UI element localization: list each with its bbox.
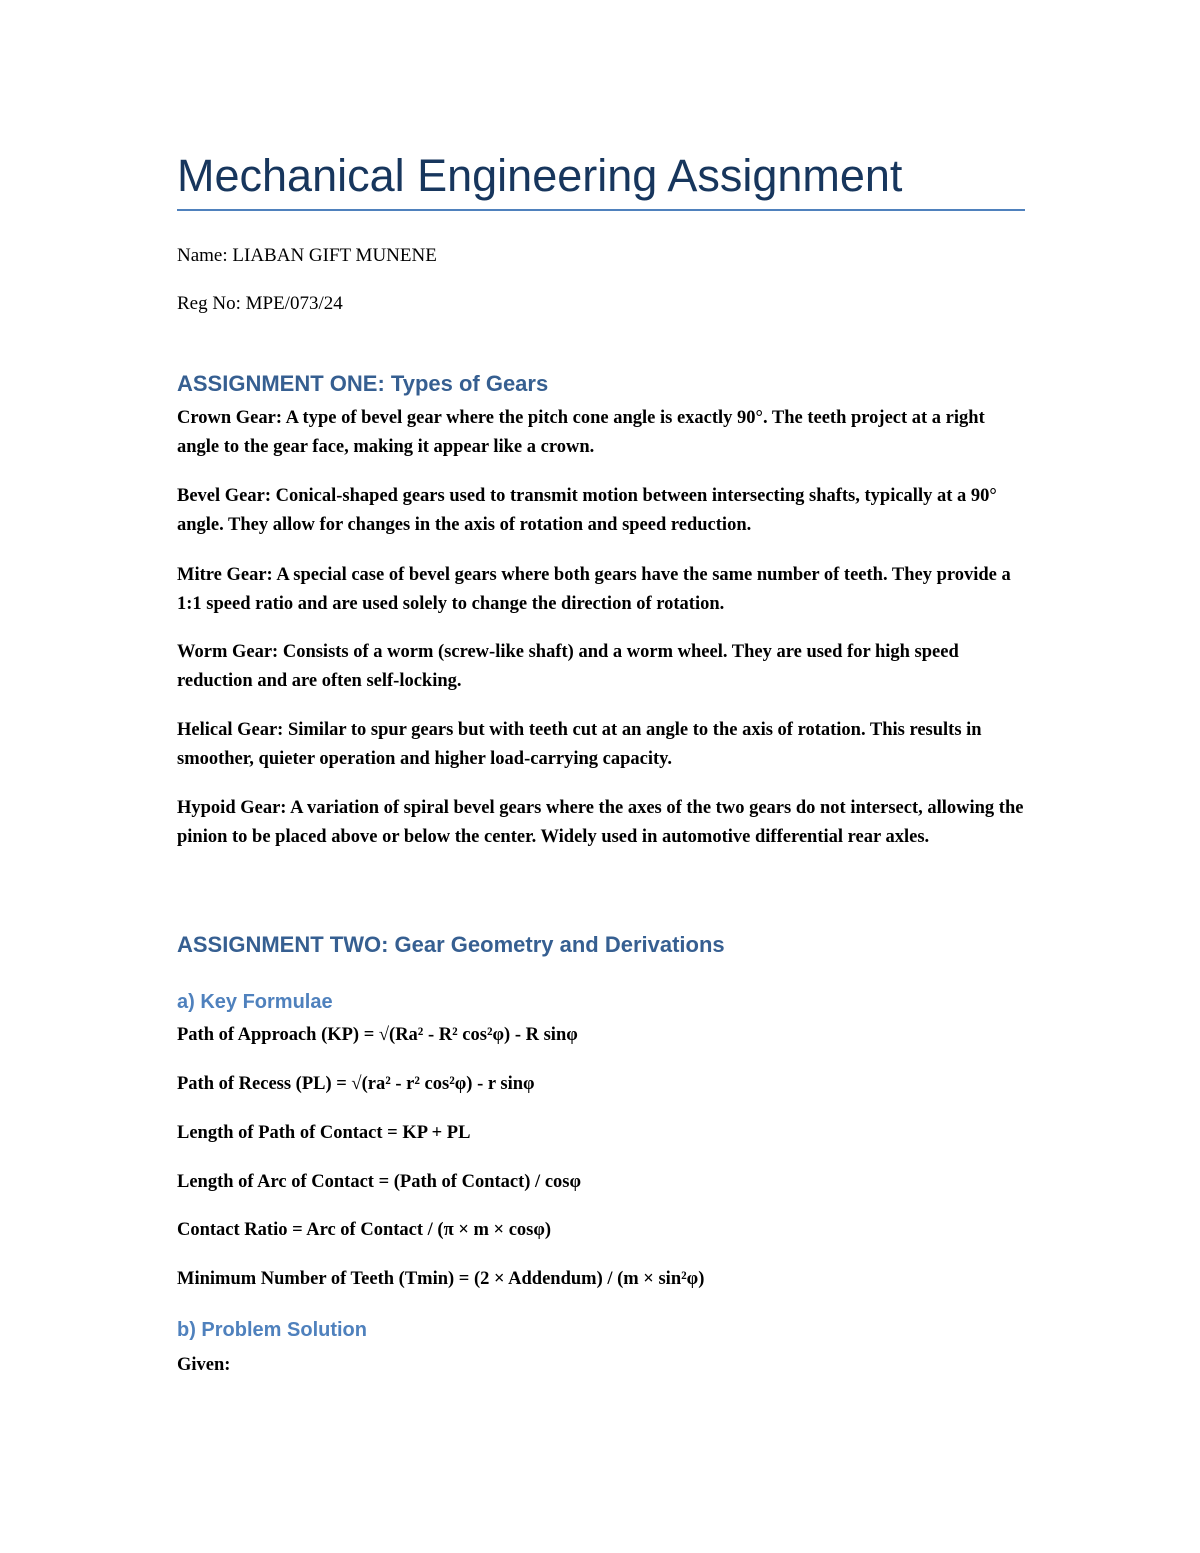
key-formulae-heading: a) Key Formulae [177, 991, 333, 1013]
gear-term: Helical Gear: [177, 720, 284, 740]
gear-paragraph-hypoid [177, 794, 1025, 851]
title-underline [177, 209, 1025, 211]
gear-paragraph-crown [177, 404, 1025, 461]
gear-term: Crown Gear: [177, 408, 282, 428]
name-value: LIABAN GIFT MUNENE [232, 245, 437, 266]
problem-solution-heading: b) Problem Solution [177, 1319, 367, 1341]
gear-description: Similar to spur gears but with teeth cut at an angle to the axis of rotation. This results in smoother, quieter operation and higher load-carrying capacity. [177, 720, 982, 769]
gear-description: A type of bevel gear where the pitch cone angle is exactly 90°. The teeth project at a right angle to the gear face, making it appear like a crown. [177, 408, 985, 457]
gear-description: Consists of a worm (screw-like shaft) and a worm wheel. They are used for high speed reduction and are often self-locking. [177, 642, 959, 691]
formula-contact-ratio: Contact Ratio = Arc of Contact / (π × m × cosφ) [177, 1220, 552, 1240]
reg-label: Reg No: [177, 293, 241, 314]
reg-number-line [177, 292, 343, 316]
gear-description: A special case of bevel gears where both gears have the same number of teeth. They provide a 1:1 speed ratio and are used solely to change the direction of rotation. [177, 565, 1011, 614]
gear-term: Worm Gear: [177, 642, 279, 662]
given-label: Given: [177, 1355, 231, 1375]
gear-description: A variation of spiral bevel gears where the axes of the two gears do not intersect, allowing the pinion to be placed above or below the center. Widely used in automotive differential rear axles. [177, 798, 1024, 847]
document-title: Mechanical Engineering Assignment [177, 150, 903, 201]
formula-path-of-approach: Path of Approach (KP) = √(Ra² - R² cos²φ) - R sinφ [177, 1025, 578, 1045]
formula-length-path-of-contact: Length of Path of Contact = KP + PL [177, 1123, 471, 1143]
gear-paragraph-bevel [177, 482, 1025, 539]
gear-paragraph-mitre [177, 561, 1025, 618]
name-label: Name: [177, 245, 228, 266]
assignment-one-heading: ASSIGNMENT ONE: Types of Gears [177, 371, 549, 396]
gear-paragraph-helical [177, 716, 1025, 773]
formula-minimum-teeth: Minimum Number of Teeth (Tmin) = (2 × Addendum) / (m × sin²φ) [177, 1269, 705, 1289]
assignment-two-heading: ASSIGNMENT TWO: Gear Geometry and Derivations [177, 932, 725, 957]
formula-path-of-recess: Path of Recess (PL) = √(ra² - r² cos²φ) - r sinφ [177, 1074, 535, 1094]
gear-term: Bevel Gear: [177, 486, 271, 506]
gear-paragraph-worm [177, 638, 1025, 695]
gear-description: Conical-shaped gears used to transmit motion between intersecting shafts, typically at a 90° angle. They allow for changes in the axis of rotation and speed reduction. [177, 486, 997, 535]
student-name-line [177, 244, 437, 268]
formula-length-arc-of-contact: Length of Arc of Contact = (Path of Contact) / cosφ [177, 1172, 582, 1192]
gear-term: Hypoid Gear: [177, 798, 287, 818]
reg-value: MPE/073/24 [245, 293, 343, 314]
gear-term: Mitre Gear: [177, 565, 273, 585]
